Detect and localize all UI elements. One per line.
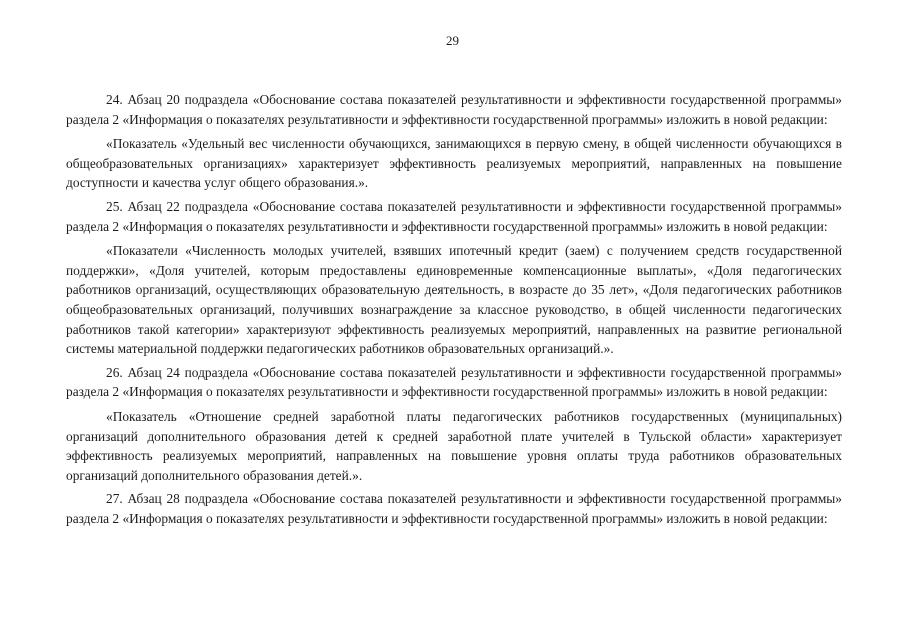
amendment-quote-24: «Показатель «Удельный вес численности обучающихся, занимающихся в первую смену, в общей численности обучающихся в общеобразовательных организациях» характеризует эффективность реализуемых мероприятий, направленных на повышение доступности и качества услуг общего образования.».	[66, 136, 842, 191]
amendment-quote-25: «Показатели «Численность молодых учителей, взявших ипотечный кредит (заем) с получением средств государственной поддержки», «Доля учителей, которым предоставлены единовременные компенсационные выплаты», «Доля педагогических работников организаций, осуществляющих образовательную деятельность, в возрасте до 35 лет», «Доля педагогических работников общеобразовательных организаций, получивших вознаграждение за классное руководство, в общей численности педагогических работников такой категории» характеризуют эффективность реализуемых мероприятий, направленных на развитие региональной системы материальной поддержки педагогических работников образовательных организаций.».	[66, 243, 842, 357]
document-body	[66, 90, 842, 528]
amendment-paragraph-25: 25. Абзац 22 подраздела «Обоснование состава показателей результативности и эффективности государственной программы» раздела 2 «Информация о показателях результативности и эффективности государственной программы» изложить в новой редакции:	[66, 198, 842, 234]
amendment-paragraph-27: 27. Абзац 28 подраздела «Обоснование состава показателей результативности и эффективности государственной программы» раздела 2 «Информация о показателях результативности и эффективности государственной программы» изложить в новой редакции:	[66, 491, 842, 526]
amendment-paragraph-26: 26. Абзац 24 подраздела «Обоснование состава показателей результативности и эффективности государственной программы» раздела 2 «Информация о показателях результативности и эффективности государственной программы» изложить в новой редакции:	[66, 364, 842, 400]
amendment-quote-26: «Показатель «Отношение средней заработной платы педагогических работников государственных (муниципальных) организаций дополнительного образования детей к средней заработной плате учителей в Тульской области» характеризует эффективность реализуемых мероприятий, направленных на повышение уровня оплаты труда работников образовательных организаций дополнительного образования детей.».	[66, 408, 842, 483]
page-number: 29	[446, 33, 459, 48]
amendment-paragraph-24: 24. Абзац 20 подраздела «Обоснование состава показателей результативности и эффективности государственной программы» раздела 2 «Информация о показателях результативности и эффективности государственной программы» изложить в новой редакции:	[66, 92, 842, 127]
